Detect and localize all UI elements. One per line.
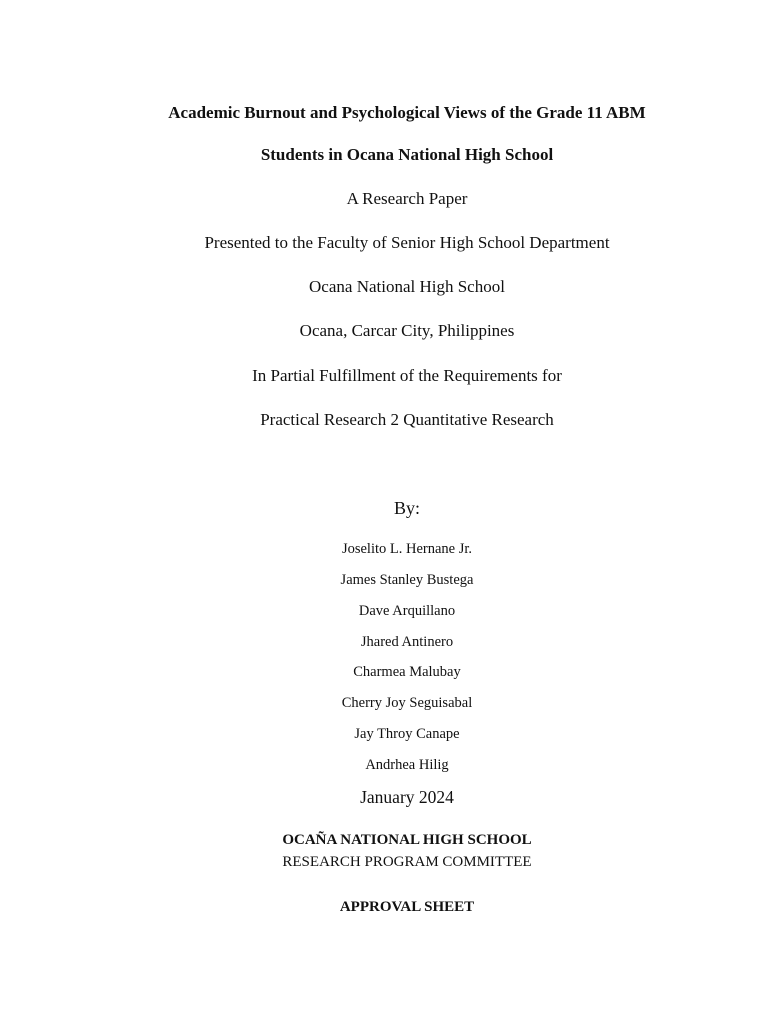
- author-name: Cherry Joy Seguisabal: [341, 695, 473, 711]
- school-name: Ocana National High School: [309, 277, 505, 296]
- approval-sheet-heading: APPROVAL SHEET: [339, 899, 475, 915]
- fulfillment-statement: In Partial Fulfillment of the Requirements for: [252, 366, 562, 385]
- author-name: Jhared Antinero: [360, 634, 454, 650]
- author-name: Joselito L. Hernane Jr.: [341, 541, 473, 557]
- author-name: Dave Arquillano: [358, 603, 456, 619]
- title-line-2: Students in Ocana National High School: [260, 145, 554, 164]
- footer-school-name: OCAÑA NATIONAL HIGH SCHOOL: [282, 832, 532, 848]
- author-name: James Stanley Bustega: [340, 572, 474, 588]
- paper-type: A Research Paper: [346, 189, 468, 208]
- by-label: By:: [393, 498, 420, 518]
- title-line-1: Academic Burnout and Psychological Views of the Grade 11 ABM: [168, 103, 646, 122]
- course-name: Practical Research 2 Quantitative Research: [260, 410, 554, 429]
- author-name: Charmea Malubay: [353, 664, 461, 680]
- submission-date: January 2024: [360, 787, 454, 807]
- school-location: Ocana, Carcar City, Philippines: [299, 321, 515, 340]
- author-name: Jay Throy Canape: [354, 726, 460, 742]
- presented-to: Presented to the Faculty of Senior High School Department: [204, 233, 610, 252]
- author-name: Andrhea Hilig: [365, 757, 449, 773]
- footer-committee: RESEARCH PROGRAM COMMITTEE: [282, 854, 532, 870]
